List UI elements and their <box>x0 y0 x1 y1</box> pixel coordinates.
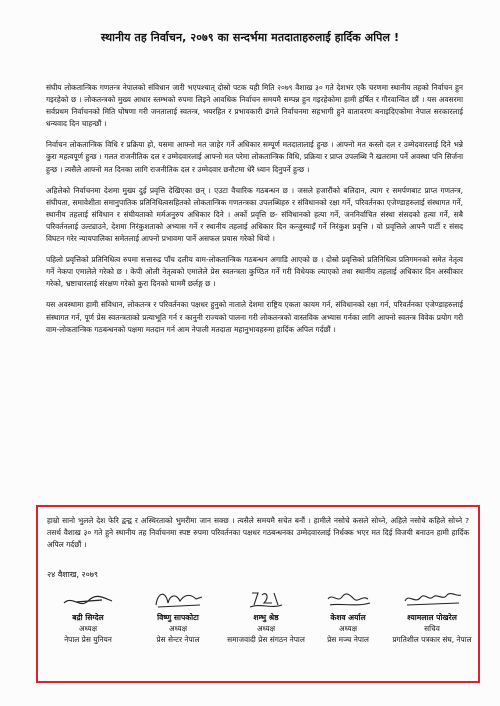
signatory-3-name: शम्भु श्रेष्ठ <box>253 613 279 622</box>
signature-2 <box>148 587 208 611</box>
signature-3 <box>236 587 296 611</box>
signatory-5-role: सचिव <box>424 624 440 633</box>
signatory-5-org: प्रगतिशील पत्रकार संघ, नेपाल <box>392 635 472 644</box>
signatures <box>38 587 478 677</box>
signatory-4-role: अध्यक्ष <box>338 624 357 633</box>
signatory-5 <box>384 587 480 677</box>
signatory-4 <box>302 587 394 677</box>
signatory-4-name: केशव अर्याल <box>330 613 366 622</box>
signatory-1-org: नेपाल प्रेस युनियन <box>64 635 112 644</box>
signature-5 <box>399 587 465 611</box>
paragraph-5: यस अवस्थामा हामी संविधान, लोकतन्त्र र परिवर्तनका पक्षधर हुनुको नाताले देशमा राष्ट्रिय एकता कायम गर्न, संविधानको रक्षा गर्न, परिवर्तनका एजेण्डाहरुलाई संस्थागत गर्न, पूर्ण प्रेस स्वतन्त्रताको प्रत्याभूति गर्न र कानुनी राज्यको पालना गरी लोकतन्त्रको वास्तविक अभ्यास गर्नका लागि आफ्नो स्वतन्त्र विवेक प्रयोग गरी वाम-लोकतान्त्रिक गठबन्धनको पक्षमा मतदान गर्न आम नेपाली मतदाता महानुभावहरुमा हार्दिक अपिल गर्दछौं । <box>46 300 463 334</box>
signatory-2-name: विष्णु सापकोटा <box>157 613 199 622</box>
signatory-1-role: अध्यक्ष <box>78 624 97 633</box>
signatory-3 <box>220 587 312 677</box>
appeal-paragraph: हाम्रो सानो भुलले देश फेरि द्वन्द्व र अस्थिरताको भुमरीमा जान सक्छ । त्यसैले समयमै सचेत बनौं । हामीले नसोचे कसले सोच्ने, अहिले नसोचे कहिले सोच्ने ? तसर्थ वैशाख ३० गते हुने स्थानीय तह निर्वाचनमा स्पष्ट रुपमा परिवर्तनका पक्षधर गठबन्धनका उम्मेदवारलाई निर्धक्क भएर मत दिई विजयी बनाउन हामी हार्दिक अपिल गर्दछौं । <box>47 516 469 550</box>
signatory-2 <box>132 587 224 677</box>
signature-1 <box>58 587 118 611</box>
signatory-2-role: अध्यक्ष <box>168 624 187 633</box>
signatory-3-role: अध्यक्ष <box>256 624 275 633</box>
paragraph-4: पहिलो प्रवृत्तिको प्रतिनिधित्व रुपमा सत्तारुढ पाँच दलीय वाम-लोकतान्त्रिक गठबन्धन अगाडि आएको छ । दोस्रो प्रवृत्तिको प्रतिनिधित्व प्रतिगमनको समेत नेतृत्व गर्ने नेकपा एमालेले गरेको छ । केपी ओली नेतृत्वको एमालेले प्रेस स्वतन्त्रता कुण्ठित गर्ने गरी विधेयक ल्याएको तथा स्थानीय तहलाई अधिकार दिन अस्वीकार गरेको, भ्रष्टाचारलाई संरक्षण गरेको कुरा दिनको घाममैं छर्लङ्ग छ । <box>46 255 463 289</box>
signatory-5-name: श्यामलाल पोखरेल <box>407 613 457 622</box>
signatory-4-org: प्रेस मञ्च नेपाल <box>327 635 369 644</box>
document-body <box>46 82 463 345</box>
document-date: २४ वैशाख, २०७९ <box>47 570 99 579</box>
signatory-3-org: समाजवादी प्रेस संगठन नेपाल <box>227 635 305 644</box>
signatory-1 <box>42 587 134 677</box>
paragraph-2: निर्वाचन लोकतान्त्रिक विधि र प्रक्रिया हो, यसमा आफ्नो मत जाहेर गर्ने अधिकार सम्पूर्ण मतदातालाई हुन्छ । आफ्नो मत कस्तो दल र उम्मेदवारलाई दिने भन्ने कुरा महत्वपूर्ण हुन्छ । गलत राजनीतिक दल र उम्मेदवारलाई आफ्नो मत परेमा लोकतान्त्रिक विधि, प्रक्रिया र प्राप्त उपलब्धि नै खतरामा पर्ने अवस्था पनि सिर्जना हुन्छ । त्यसैले आफ्नो मत दिनका लागि राजनीतिक दल र उम्मेदवार छनौटमा धेरै ध्यान दिनुपर्ने हुन्छ । <box>46 140 463 174</box>
document-title: स्थानीय तह निर्वाचन, २०७९ का सन्दर्भमा मतदाताहरुलाई हार्दिक अपिल ! <box>100 31 400 44</box>
appeal-box <box>36 505 480 683</box>
signature-4 <box>318 587 378 611</box>
paragraph-1: संघीय लोकतान्त्रिक गणतन्त्र नेपालको संविधान जारी भएपश्चात् दोस्रो पटक यही मिति २०७९ वैशाख ३० गते देशभर एकै चरणमा स्थानीय तहको निर्वाचन हुन गइरहेको छ । लोकतन्त्रको मुख्य आधार स्तम्भको रुपमा लिइने आवधिक निर्वाचन समयमै सम्पन्न हुन गइरहेकोमा हामी हर्षित र गौरवान्वित छौं । यस अवसरमा सर्वप्रथम निर्वाचनको मिति घोषणा गरी जनतालाई स्वतन्त्र, भयरहित र प्रभावकारी ढंगले निर्वाचनमा सहभागी हुने वातावरण बनाइदिएकोमा नेपाल सरकारलाई धन्यवाद दिन चाहन्छौं । <box>46 83 463 129</box>
paragraph-3: अहिलेको निर्वाचनमा देशमा मुख्य दुई प्रवृत्ति देखिएका छन् । एउटा वैचारिक गठबन्धन छ । जसले हजारौंको बलिदान, त्याग र समर्पणबाट प्राप्त गणतन्त्र, संघीयता, समावेशीता समानुपातिक प्रतिनिधित्वसहितको लोकतान्त्रिक गणतन्त्रका उपलब्धिहरु र संविधानको रक्षा गर्ने, परिवर्तनका एजेण्डाहरुलाई संस्थागत गर्ने, स्थानीय तहलाई संविधान र संघीयताको मर्मअनुरुप अधिकार दिने । अर्को प्रवृत्ति छ- संविधानको हत्या गर्ने, जननिर्वाचित संस्था संसदको हत्या गर्ने, सबै परिवर्तनलाई उल्ट्याउने, देशमा निरंकुशताको अभ्यास गर्ने र स्थानीय तहलाई अधिकार दिन कन्जुस्याइँ गर्ने निरंकुश प्रवृत्ति । यो प्रवृत्तिले आफ्नै पार्टी र संसद विघटन गरेर न्यायपालिका समेतलाई आफ्नो प्रभावमा पार्ने असफल प्रयास गरेको थियो । <box>46 185 463 244</box>
signatory-2-org: प्रेस सेन्टर नेपाल <box>156 635 200 644</box>
signatory-1-name: बद्री सिग्देल <box>72 613 104 622</box>
